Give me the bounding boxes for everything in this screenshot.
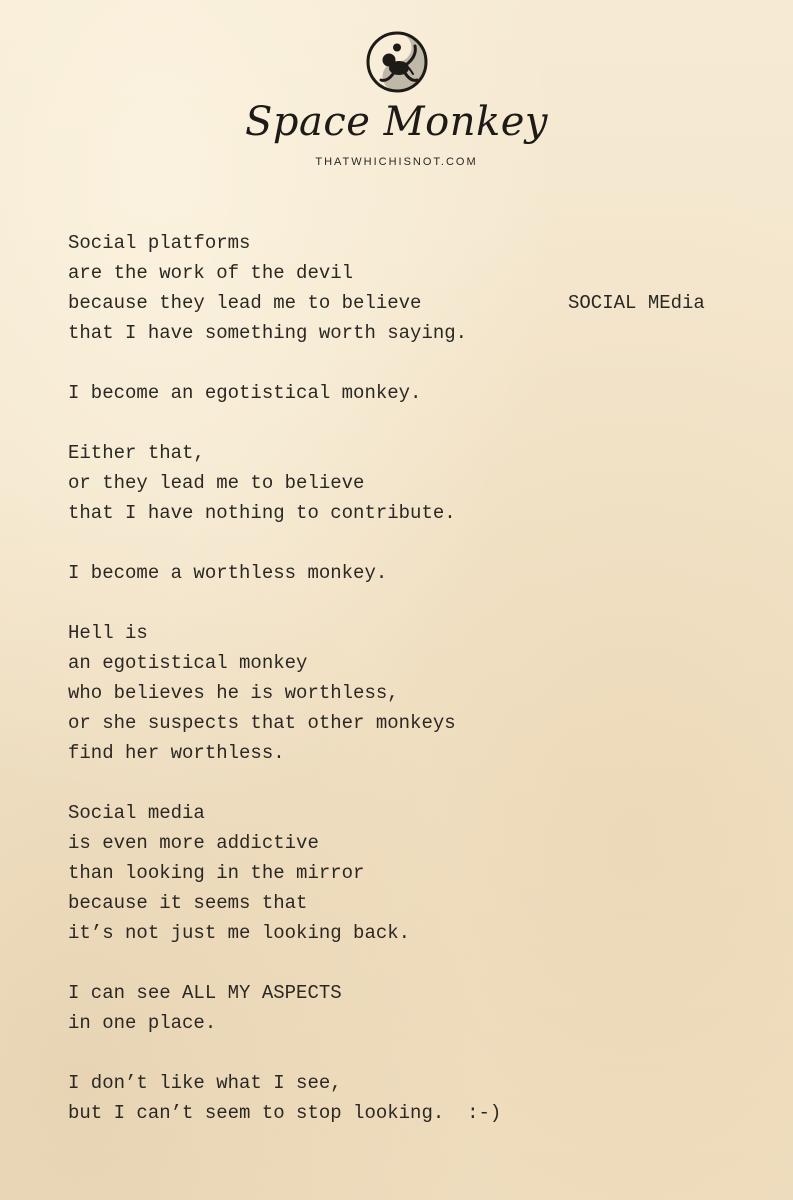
poem-line: I become a worthless monkey. xyxy=(68,562,388,584)
site-url: THATWHICHISNOT.COM xyxy=(315,156,478,168)
poem-stanza xyxy=(68,978,538,1038)
space-monkey-emblem-icon xyxy=(365,30,429,94)
poem-line: who believes he is worthless, xyxy=(68,682,399,704)
poem-stanza xyxy=(68,618,538,768)
poem-line: in one place. xyxy=(68,1012,217,1034)
poem-body xyxy=(68,228,538,1158)
poem-stanza xyxy=(68,558,538,588)
poem-line: or they lead me to believe xyxy=(68,472,365,494)
poem-line: because they lead me to believe xyxy=(68,292,422,314)
poem-line: are the work of the devil xyxy=(68,262,354,284)
poem-line: that I have nothing to contribute. xyxy=(68,502,456,524)
header xyxy=(0,30,793,168)
poem-line: because it seems that xyxy=(68,892,308,914)
poem-stanza xyxy=(68,438,538,528)
poem-stanza xyxy=(68,1068,538,1128)
poem-line: I can see ALL MY ASPECTS xyxy=(68,982,342,1004)
poem-stanza xyxy=(68,228,538,348)
brand-title: Space Monkey xyxy=(245,99,548,145)
side-title: SOCIAL MEdia xyxy=(568,292,705,314)
poem-line: it’s not just me looking back. xyxy=(68,922,411,944)
poem-line: I don’t like what I see, xyxy=(68,1072,342,1094)
poem-stanza xyxy=(68,378,538,408)
poem-stanza xyxy=(68,798,538,948)
poem-line: Social media xyxy=(68,802,205,824)
poem-line: I become an egotistical monkey. xyxy=(68,382,422,404)
poem-line: Either that, xyxy=(68,442,205,464)
poem-line: that I have something worth saying. xyxy=(68,322,468,344)
poem-line: Hell is xyxy=(68,622,148,644)
poem-line: Social platforms xyxy=(68,232,251,254)
poem-line: but I can’t seem to stop looking. :-) xyxy=(68,1102,502,1124)
poem-line: is even more addictive xyxy=(68,832,319,854)
poem-line: find her worthless. xyxy=(68,742,285,764)
poem-line: or she suspects that other monkeys xyxy=(68,712,456,734)
poem-line: than looking in the mirror xyxy=(68,862,365,884)
poem-line: an egotistical monkey xyxy=(68,652,308,674)
